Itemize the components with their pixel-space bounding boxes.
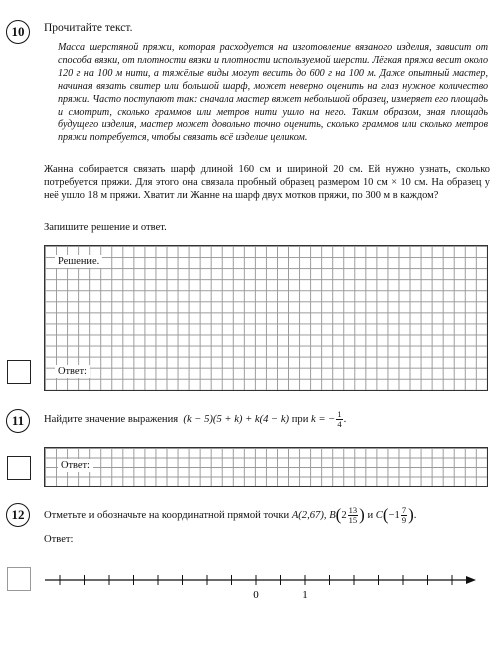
task-12-point-c-den: 9 (401, 514, 407, 525)
task-12-number-text: 12 (11, 507, 25, 522)
task-11-variable: k = − (311, 413, 336, 425)
task-10-number (6, 20, 30, 44)
task-12-paren-close-c: ) (408, 505, 414, 524)
task-11-at: при (291, 413, 309, 425)
task-12-point-b-name: B (329, 509, 336, 521)
task-12-point-c-num: 7 (401, 504, 407, 515)
task-11-end: . (343, 413, 347, 425)
task-10-number-text: 10 (11, 24, 25, 39)
tick-label-one: 1 (302, 589, 308, 601)
task-12-question (44, 501, 416, 529)
task-11-question (44, 406, 346, 432)
task-11-answer-grid[interactable] (44, 447, 488, 487)
task-12-paren-close-b: ) (359, 505, 365, 524)
task-12-number-line[interactable] (40, 568, 480, 608)
task-11-answer-label: Ответ: (58, 459, 93, 472)
task-12-point-b-num: 13 (348, 504, 358, 515)
task-11-number (6, 409, 30, 433)
task-10-solution-label: Решение. (55, 255, 102, 268)
task-12-conj: и (367, 509, 374, 521)
task-12-point-b-fraction (348, 506, 359, 525)
task-12-point-c-name: C (375, 509, 383, 521)
task-11-frac-den: 4 (337, 418, 342, 429)
task-12-score-box[interactable] (7, 567, 31, 591)
number-line-arrow (466, 576, 476, 584)
tick-label-zero: 0 (253, 589, 259, 601)
task-10-question: Жанна собирается связать шарф длиной 160 см и шириной 20 см. Ей нужно узнать, сколько потребуется пряжи. Для этого она связала пробный образец размером 10 см × 10 см. На образец у неё ушло 18 м пряжи. Хватит ли Жанне на шарф двух мотков пряжи, по 300 м в каждом? (44, 164, 490, 201)
task-10-score-box[interactable] (7, 360, 31, 384)
task-12-end: . (413, 509, 417, 521)
task-11-number-text: 11 (11, 413, 25, 428)
task-12-paren-open-b: ( (335, 505, 342, 524)
task-12-point-b-whole: 2 (341, 509, 347, 521)
task-10-instruction: Запишите решение и ответ. (44, 222, 167, 233)
task-11-text: Найдите значение выражения (44, 413, 179, 425)
task-12-answer-label: Ответ: (44, 534, 74, 545)
task-12-point-b-den: 15 (348, 514, 358, 525)
task-12-point-c-whole: −1 (388, 509, 400, 521)
task-11-expression: (k − 5)(5 + k) + k(4 − k) (183, 413, 290, 425)
task-10-passage: Масса шерстяной пряжи, которая расходуется на изготовление вязаного изделия, зависит от способа вязки, от плотности вязки и плотности используемой шерсти. Лёгкая пряжа весит около 120 г на 100 м нити, а тяжёлые виды могут весить до 600 г на 100 м. Даже опытный мастер, начиная вязать свитер или большой шарф, может неверно оценить на глаз нужное количество пряжи. Часто поступают так: сначала мастер вяжет небольшой образец, измеряет его площадь и смотрит, сколько граммов или метров нити ушло на него. Таким образом, зная площадь будущего изделия, мастер может довольно точно оценить, сколько граммов или сколько метров пряжи потребуется, чтобы связать всё изделие целиком. (58, 42, 488, 144)
task-12-paren-open-c: ( (382, 505, 389, 524)
task-11-fraction (336, 410, 342, 429)
task-12-number (6, 503, 30, 527)
task-11-score-box[interactable] (7, 456, 31, 480)
task-12-point-c-fraction (401, 506, 407, 525)
task-10-solution-grid[interactable] (44, 245, 488, 391)
task-12-point-a: A(2,67), (291, 509, 327, 521)
task-11-frac-num: 1 (337, 408, 342, 419)
task-10-answer-label: Ответ: (55, 365, 90, 378)
task-12-text: Отметьте и обозначьте на координатной прямой точки (44, 509, 290, 521)
task-10-intro: Прочитайте текст. (44, 22, 133, 34)
